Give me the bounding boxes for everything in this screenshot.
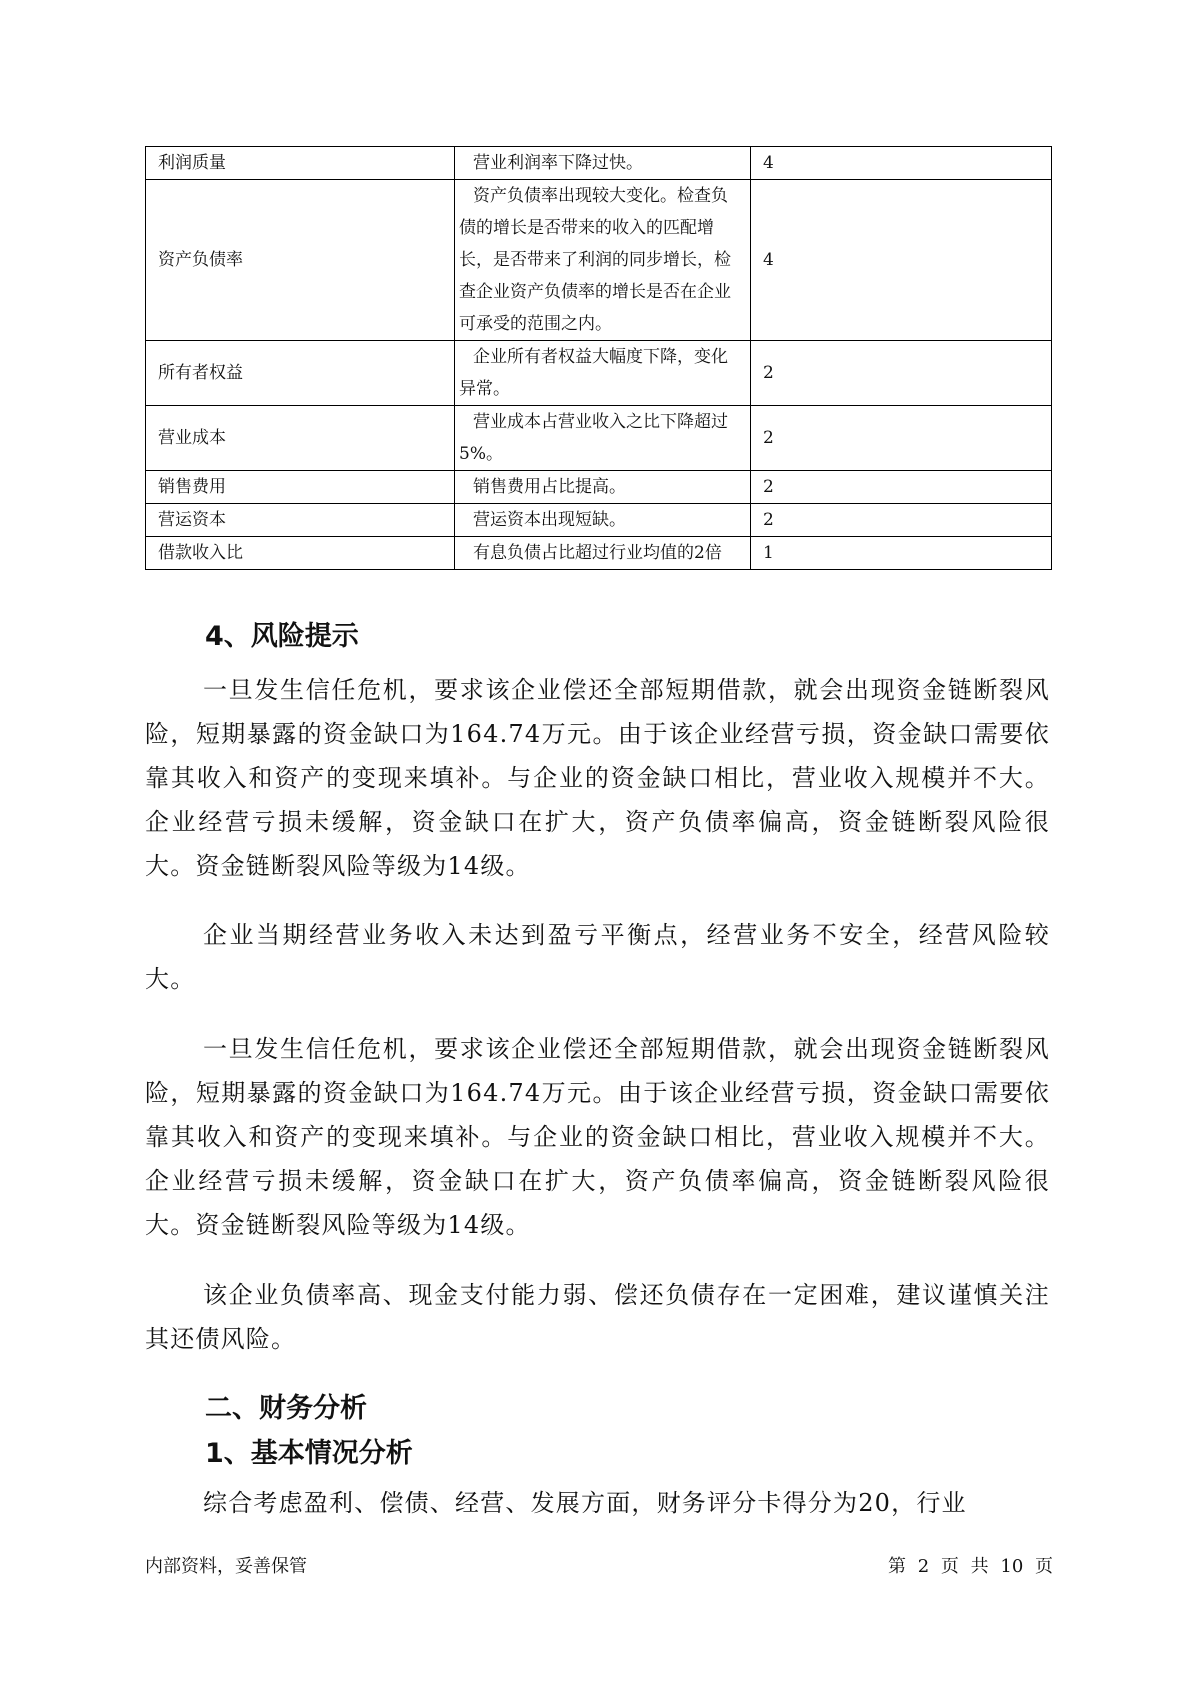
table-row bbox=[146, 147, 1052, 180]
table-cell-item: 所有者权益 bbox=[146, 341, 455, 406]
paragraph: 一旦发生信任危机，要求该企业偿还全部短期借款，就会出现资金链断裂风险，短期暴露的资金缺口为164.74万元。由于该企业经营亏损，资金缺口需要依靠其收入和资产的变现来填补。与企业的资金缺口相比，营业收入规模并不大。企业经营亏损未缓解，资金缺口在扩大，资产负债率偏高，资金链断裂风险很大。资金链断裂风险等级为14级。 bbox=[145, 676, 1050, 880]
table-cell-score: 4 bbox=[751, 147, 1052, 180]
table-cell-item: 营业成本 bbox=[146, 406, 455, 471]
table-cell-score: 2 bbox=[751, 341, 1052, 406]
paragraph: 一旦发生信任危机，要求该企业偿还全部短期借款，就会出现资金链断裂风险，短期暴露的资金缺口为164.74万元。由于该企业经营亏损，资金缺口需要依靠其收入和资产的变现来填补。与企业的资金缺口相比，营业收入规模并不大。企业经营亏损未缓解，资金缺口在扩大，资产负债率偏高，资金链断裂风险很大。资金链断裂风险等级为14级。 bbox=[145, 1035, 1050, 1239]
table-row bbox=[146, 471, 1052, 504]
paragraph: 该企业负债率高、现金支付能力弱、偿还负债存在一定困难，建议谨慎关注其还债风险。 bbox=[145, 1281, 1050, 1353]
paragraph: 企业当期经营业务收入未达到盈亏平衡点，经营业务不安全，经营风险较大。 bbox=[145, 921, 1050, 993]
table-cell-score: 2 bbox=[751, 406, 1052, 471]
table-cell-score: 4 bbox=[751, 180, 1052, 341]
footer-confidential-note: 内部资料，妥善保管 bbox=[145, 1556, 307, 1577]
table-cell-desc: 销售费用占比提高。 bbox=[455, 471, 751, 504]
table-cell-item: 利润质量 bbox=[146, 147, 455, 180]
table-cell-desc: 企业所有者权益大幅度下降，变化异常。 bbox=[455, 341, 751, 406]
table-cell-score: 2 bbox=[751, 471, 1052, 504]
table-row bbox=[146, 537, 1052, 570]
table-cell-desc: 有息负债占比超过行业均值的2倍 bbox=[455, 537, 751, 570]
table-row bbox=[146, 406, 1052, 471]
table-cell-item: 借款收入比 bbox=[146, 537, 455, 570]
table-row bbox=[146, 341, 1052, 406]
table-cell-desc: 营业成本占营业收入之比下降超过5%。 bbox=[455, 406, 751, 471]
table-cell-score: 1 bbox=[751, 537, 1052, 570]
table-cell-score: 2 bbox=[751, 504, 1052, 537]
table-cell-desc: 资产负债率出现较大变化。检查负债的增长是否带来的收入的匹配增长，是否带来了利润的同步增长，检查企业资产负债率的增长是否在企业可承受的范围之内。 bbox=[455, 180, 751, 341]
paragraph: 综合考虑盈利、偿债、经营、发展方面，财务评分卡得分为20，行业 bbox=[203, 1489, 967, 1517]
subsection-heading-basic: 1、基本情况分析 bbox=[205, 1438, 413, 1469]
table-cell-item: 营运资本 bbox=[146, 504, 455, 537]
table-row bbox=[146, 504, 1052, 537]
section-heading-financial: 二、财务分析 bbox=[205, 1393, 367, 1424]
table-row bbox=[146, 180, 1052, 341]
table-cell-desc: 营运资本出现短缺。 bbox=[455, 504, 751, 537]
section-heading-risk: 4、风险提示 bbox=[205, 621, 359, 652]
table-cell-desc: 营业利润率下降过快。 bbox=[455, 147, 751, 180]
table-cell-item: 销售费用 bbox=[146, 471, 455, 504]
risk-indicator-table bbox=[145, 146, 1052, 570]
table-cell-item: 资产负债率 bbox=[146, 180, 455, 341]
page-number: 第 2 页 共 10 页 bbox=[888, 1556, 1053, 1577]
